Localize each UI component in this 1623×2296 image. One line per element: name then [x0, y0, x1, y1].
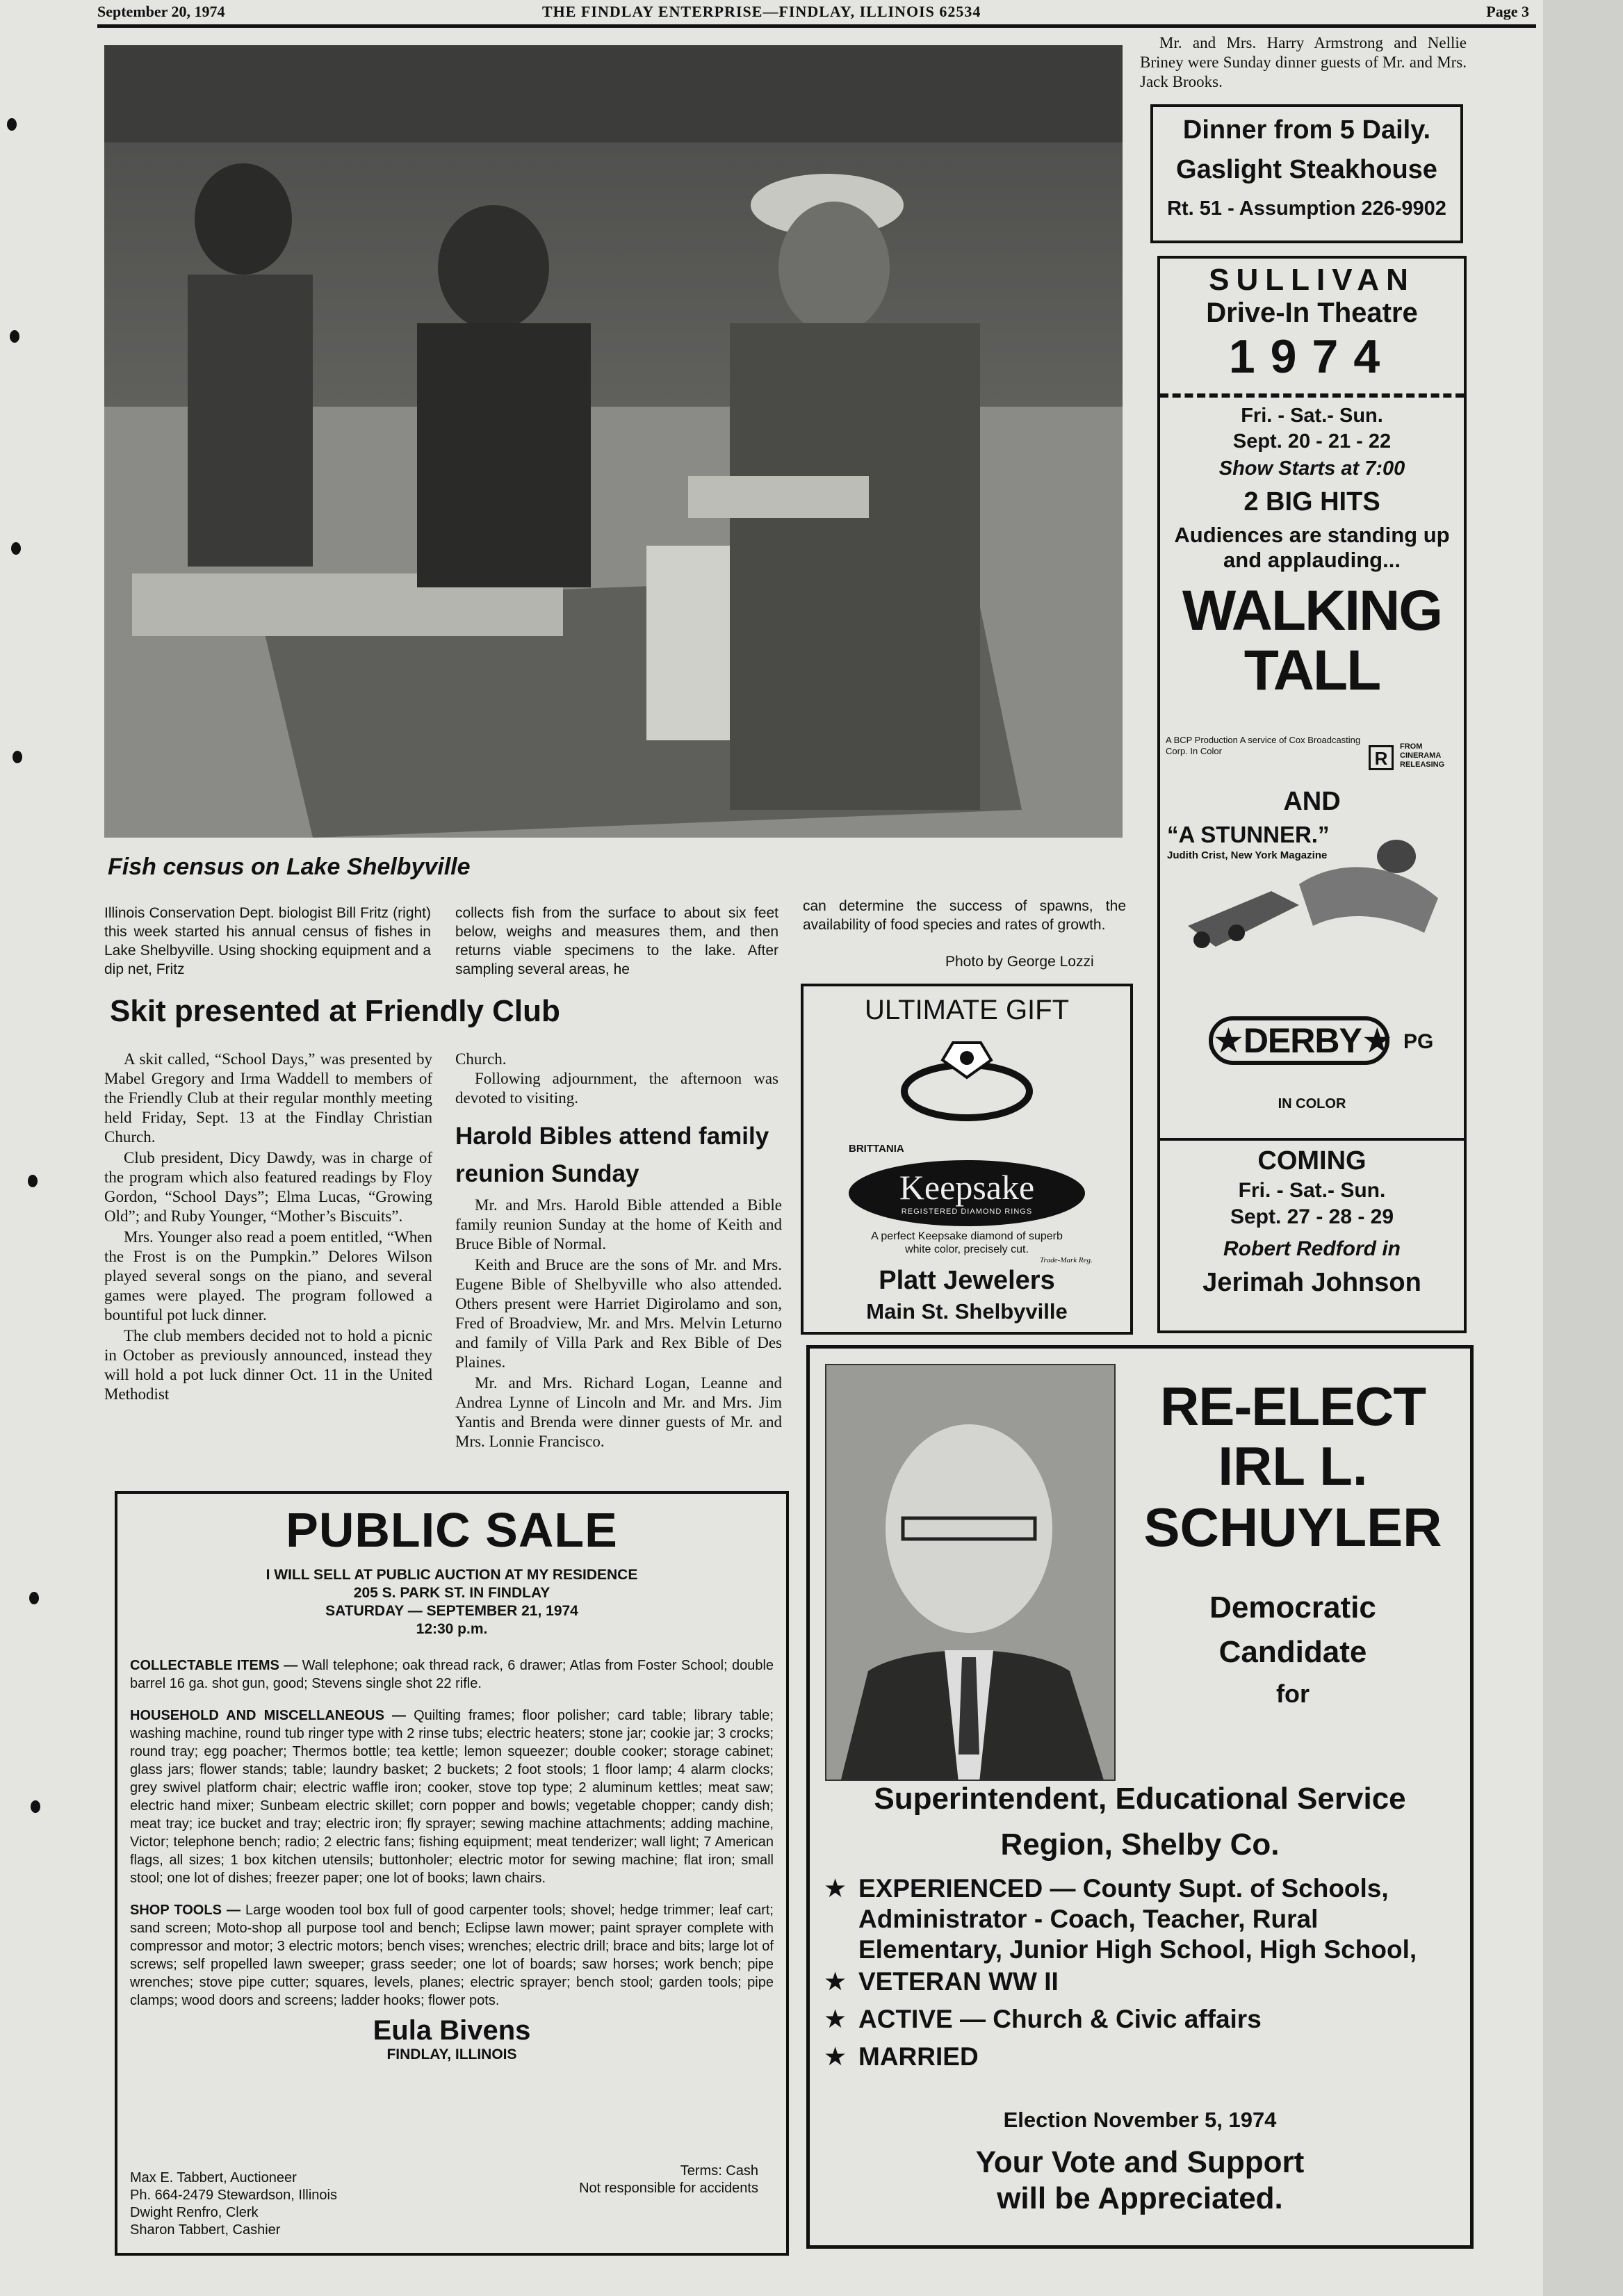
movie-walking-tall-2: TALL	[1243, 639, 1380, 702]
vote-appeal	[810, 2144, 1470, 2217]
skit-headline: Skit presented at Friendly Club	[110, 994, 560, 1028]
rating-pg: PG	[1403, 1030, 1434, 1053]
skit-paragraph: Mrs. Younger also read a poem entitled, “When the Frost is on the Pumpkin.” Delores Wilson played several songs on the piano, and several games were played. The program followed a bountiful pot luck dinner.	[104, 1228, 432, 1324]
gaslight-address: Rt. 51 - Assumption 226-9902	[1167, 197, 1446, 220]
sale-intro	[117, 1566, 786, 1638]
binder-hole	[13, 751, 22, 763]
star-icon: ★	[824, 2042, 847, 2071]
news-photo	[104, 45, 1123, 838]
in-color-label: IN COLOR	[1278, 1096, 1346, 1112]
candidate-heading	[1116, 1376, 1470, 1709]
ring-icon	[890, 1029, 1043, 1126]
accidents-notice: Not responsible for accidents	[579, 2181, 758, 2196]
qualification-text: MARRIED	[858, 2042, 979, 2071]
movie-derby: ★DERBY★	[1209, 1016, 1389, 1065]
sale-terms	[579, 2163, 758, 2197]
coming-days: Fri. - Sat.- Sun.	[1238, 1179, 1386, 1202]
theatre-name: SULLIVAN	[1209, 263, 1415, 297]
rating-r: R	[1369, 745, 1394, 770]
theatre-header	[1160, 259, 1464, 398]
candidate-portrait	[825, 1364, 1116, 1781]
show-time: Show Starts at 7:00	[1218, 457, 1405, 480]
party-label: Democratic	[1209, 1590, 1376, 1625]
photo-credit: Photo by George Lozzi	[945, 954, 1094, 970]
social-note: Mr. and Mrs. Harry Armstrong and Nellie Briney were Sunday dinner guests of Mr. and Mrs. Jack Brooks.	[1140, 34, 1467, 90]
qualification-text: ACTIVE — Church & Civic affairs	[858, 2005, 1262, 2033]
skit-column-1	[104, 1050, 432, 1406]
candidate-first: IRL L.	[1218, 1435, 1368, 1497]
binder-hole	[28, 1175, 38, 1187]
star-icon: ★	[824, 1874, 847, 1903]
vote-line: Your Vote and Support	[975, 2145, 1305, 2179]
section-head: SHOP TOOLS —	[130, 1903, 240, 1918]
skit-continuation: Church.	[455, 1050, 507, 1068]
theatre-year: 1974	[1228, 330, 1396, 383]
star-icon: ★	[824, 1967, 847, 1996]
qualification-item	[824, 2004, 1463, 2035]
office-line: Region, Shelby Co.	[1000, 1827, 1280, 1862]
masthead	[97, 0, 1536, 28]
bibles-paragraph: Keith and Bruce are the sons of Mr. and Mrs. Eugene Bible of Shelbyville who also attended. Others present were Harriet Digirolamo and son, Fred of Broadview, Mr. and Mrs. Melvin Leturno and family of Villa Park and Rex Bible of Des Plaines.	[455, 1256, 782, 1371]
gaslight-hours: Dinner from 5 Daily.	[1182, 115, 1431, 145]
photo-caption-title: Fish census on Lake Shelbyville	[108, 854, 471, 880]
platt-jewelers-ad	[801, 984, 1133, 1335]
brittania-label: BRITTANIA	[849, 1143, 904, 1155]
office-title	[810, 1776, 1470, 1868]
sale-shop-tools	[130, 1901, 774, 2010]
showtimes	[1160, 405, 1464, 701]
sale-owner: Eula Bivens	[373, 2015, 531, 2046]
office-line: Superintendent, Educational Service	[874, 1782, 1406, 1816]
sale-collectables	[130, 1656, 774, 1693]
election-date: Election November 5, 1974	[1003, 2108, 1277, 2132]
section-body: Large wooden tool box full of good carpenter tools; shovel; hedge trimmer; leaf cart; sand screen; Moto-shop all purpose tool and bench; Eclipse lawn mower; paint sprayer complete with compressor and motor; 3 electric motors; bench vises; wrenches; electric drill; brace and bits; large lot of screws; self propelled lawn sweeper; grass seeder; one lot of boards; saw horses; work bench; pipe wrenches; stove pipe cutter; squares, levels, planes; electric sprayer; bench stool; garden tools; pipe clamps; wood doors and screens; ladder hooks; flower pots.	[130, 1903, 774, 2008]
paper-name: THE FINDLAY ENTERPRISE—FINDLAY, ILLINOIS 62534	[542, 3, 981, 20]
stunner-quote: “A STUNNER.”	[1167, 822, 1330, 847]
terms-label: Terms: Cash	[680, 2163, 758, 2179]
reelect-label: RE-ELECT	[1160, 1376, 1426, 1437]
bibles-paragraph: Mr. and Mrs. Richard Logan, Leanne and Andrea Lynne of Lincoln and Mr. and Mrs. Jim Yantis and Brenda were dinner guests of Mr. and Mrs. Lonnie Francisco.	[455, 1374, 782, 1450]
qualification-item	[824, 2042, 1463, 2072]
candidate-last: SCHUYLER	[1143, 1497, 1442, 1558]
qualification-text: EXPERIENCED — County Supt. of Schools, Administrator - Coach, Teacher, Rural Elementary, Junior High School, High School,	[858, 1874, 1417, 1964]
schuyler-election-ad	[806, 1345, 1474, 2249]
coming-star: Robert Redford in	[1223, 1237, 1401, 1260]
skit-paragraph: The club members decided not to hold a picnic in October as previously announced, instead they will hold a pot luck dinner Oct. 11 in the United Methodist	[104, 1327, 432, 1403]
qualification-item	[824, 1967, 1463, 1997]
keepsake-logo	[849, 1160, 1085, 1226]
binder-hole	[31, 1800, 40, 1813]
page-number: Page 3	[1486, 3, 1529, 20]
auctioneer-info	[130, 2169, 337, 2239]
coming-attractions	[1160, 1138, 1464, 1330]
qualifications-list	[824, 1873, 1463, 2072]
photo-caption-text: collects fish from the surface to about six feet below, weighs and measures them, and then returns viable specimens to the lake. After sampling several areas, he	[455, 905, 778, 977]
sale-line: I WILL SELL AT PUBLIC AUCTION AT MY RESIDENCE	[266, 1567, 638, 1583]
show-dates: Sept. 20 - 21 - 22	[1232, 430, 1392, 453]
sale-line: 205 S. PARK ST. IN FINDLAY	[353, 1585, 550, 1601]
section-body: Wall telephone; oak thread rack, 6 drawer; Atlas from Foster School; double barrel 16 ga. shot gun, good; Stevens single shot 22 rifle.	[130, 1658, 774, 1691]
movie-walking-tall-1: WALKING	[1182, 579, 1442, 642]
gaslight-ad	[1150, 104, 1463, 243]
photo-caption-text: Illinois Conservation Dept. biologist Bill Fritz (right) this week started his annual census of fishes in Lake Shelbyville. Using shocking equipment and a dip net, Fritz	[104, 905, 431, 977]
for-label: for	[1276, 1679, 1310, 1708]
candidate-label: Candidate	[1218, 1635, 1367, 1669]
sale-time: 12:30 p.m.	[416, 1621, 488, 1637]
keepsake-description: A perfect Keepsake diamond of superb white color, precisely cut.	[871, 1230, 1063, 1255]
section-head: COLLECTABLE ITEMS —	[130, 1658, 298, 1673]
section-head: HOUSEHOLD AND MISCELLANEOUS —	[130, 1708, 407, 1723]
roller-derby-illustration	[1174, 829, 1459, 954]
jeweler-name: Platt Jewelers	[879, 1266, 1055, 1295]
auction-line: Max E. Tabbert, Auctioneer	[130, 2170, 297, 2185]
bibles-article	[455, 1196, 782, 1453]
big-hits: 2 BIG HITS	[1243, 487, 1380, 516]
gaslight-name: Gaslight Steakhouse	[1176, 155, 1437, 184]
jeweler-address: Main St. Shelbyville	[866, 1299, 1068, 1324]
keepsake-word: Keepsake	[899, 1168, 1035, 1207]
public-sale-ad	[115, 1491, 789, 2256]
issue-date: September 20, 1974	[97, 3, 225, 20]
scan-margin	[1543, 0, 1623, 2296]
quote-source: Judith Crist, New York Magazine	[1167, 849, 1328, 861]
sale-owner-town: FINDLAY, ILLINOIS	[386, 2046, 517, 2062]
coming-movie: Jerimah Johnson	[1202, 1268, 1421, 1297]
bibles-headline: Harold Bibles attend family reunion Sunday	[455, 1123, 769, 1187]
theatre-type: Drive-In Theatre	[1206, 298, 1418, 328]
skit-paragraph: A skit called, “School Days,” was presented by Mabel Gregory and Irma Waddell to members of the Friendly Club at their regular monthly meeting held Friday, Sept. 13 at the Findlay Christian Church.	[104, 1050, 432, 1146]
qualification-text: VETERAN WW II	[858, 1967, 1059, 1996]
section-body: Quilting frames; floor polisher; card table; library table; washing machine, round tub ringer type with 2 rinse tubs; electric heaters; stone jar; cookie jar; 3 crocks; round tray; egg poacher; Thermos bottle; tea kettle; lemon squeezer; double cooker; storage cabinet; glass jars; flower stands; table; laundry basket; 2 buckets; 2 foot stools; 1 floor lamp; 4 alarm clocks; grey swivel platform chair; electric waffle iron; cooker, stove top type; 2 aluminum kettles; meat saw; electric hand mixer; Sunbeam electric skillet; corn popper and bowls; vegetable chopper; candy dish; meat tray; ice bucket and tray; electric iron; fly sprayer; sewing machine attachments; adding machine, Victor; telephone bench; radio; 2 electric fans; fishing equipment; meat tenderizer; wall light; 7 American flags, all sizes; 1 box kitchen utensils; buttonholer; electric motor for sewing machine; flat iron; small stool; one lot of dishes; freezer paper; one lot of books; lawn chairs.	[130, 1708, 774, 1886]
tagline: Audiences are standing up and applauding...	[1174, 523, 1450, 572]
auction-line: Sharon Tabbert, Cashier	[130, 2222, 281, 2238]
binder-hole	[11, 542, 21, 555]
and-label: AND	[1283, 787, 1341, 816]
sale-line: SATURDAY — SEPTEMBER 21, 1974	[325, 1603, 578, 1619]
photo-caption-text: can determine the success of spawns, the availability of food species and rates of growth.	[803, 898, 1126, 933]
skit-column-2	[455, 1050, 778, 1109]
keepsake-registered: REGISTERED DIAMOND RINGS	[901, 1207, 1033, 1216]
show-days: Fri. - Sat.- Sun.	[1241, 405, 1383, 427]
ultimate-gift: ULTIMATE GIFT	[864, 995, 1070, 1025]
vote-line: will be Appreciated.	[997, 2181, 1283, 2215]
bibles-paragraph: Mr. and Mrs. Harold Bible attended a Bible family reunion Sunday at the home of Keith and Bruce Bible of Normal.	[455, 1196, 782, 1253]
sale-title: PUBLIC SALE	[286, 1503, 618, 1557]
coming-label: COMING	[1257, 1146, 1367, 1175]
qualification-item	[824, 1873, 1463, 1965]
skit-paragraph: Club president, Dicy Dawdy, was in charge of the program which also featured readings by Floy Gordon, “School Days”; Elma Lucas, “Growing Old”; and Ruby Younger, “Mother’s Biscuits”.	[104, 1149, 432, 1225]
auction-line: Ph. 664-2479 Stewardson, Illinois	[130, 2188, 337, 2203]
sale-household	[130, 1707, 774, 1887]
skit-paragraph: Following adjournment, the afternoon was devoted to visiting.	[455, 1070, 778, 1107]
coming-dates: Sept. 27 - 28 - 29	[1230, 1205, 1394, 1228]
auction-line: Dwight Renfro, Clerk	[130, 2205, 259, 2220]
binder-hole	[7, 118, 17, 131]
binder-hole	[10, 330, 19, 343]
trademark: Trade-Mark Reg.	[1040, 1256, 1093, 1264]
distributor: FROM CINERAMA RELEASING	[1400, 742, 1445, 769]
binder-hole	[29, 1592, 39, 1604]
production-credit: A BCP Production A service of Cox Broadcasting Corp. In Color	[1166, 735, 1361, 756]
sullivan-drive-in-ad	[1157, 256, 1467, 1333]
star-icon: ★	[824, 2005, 847, 2033]
